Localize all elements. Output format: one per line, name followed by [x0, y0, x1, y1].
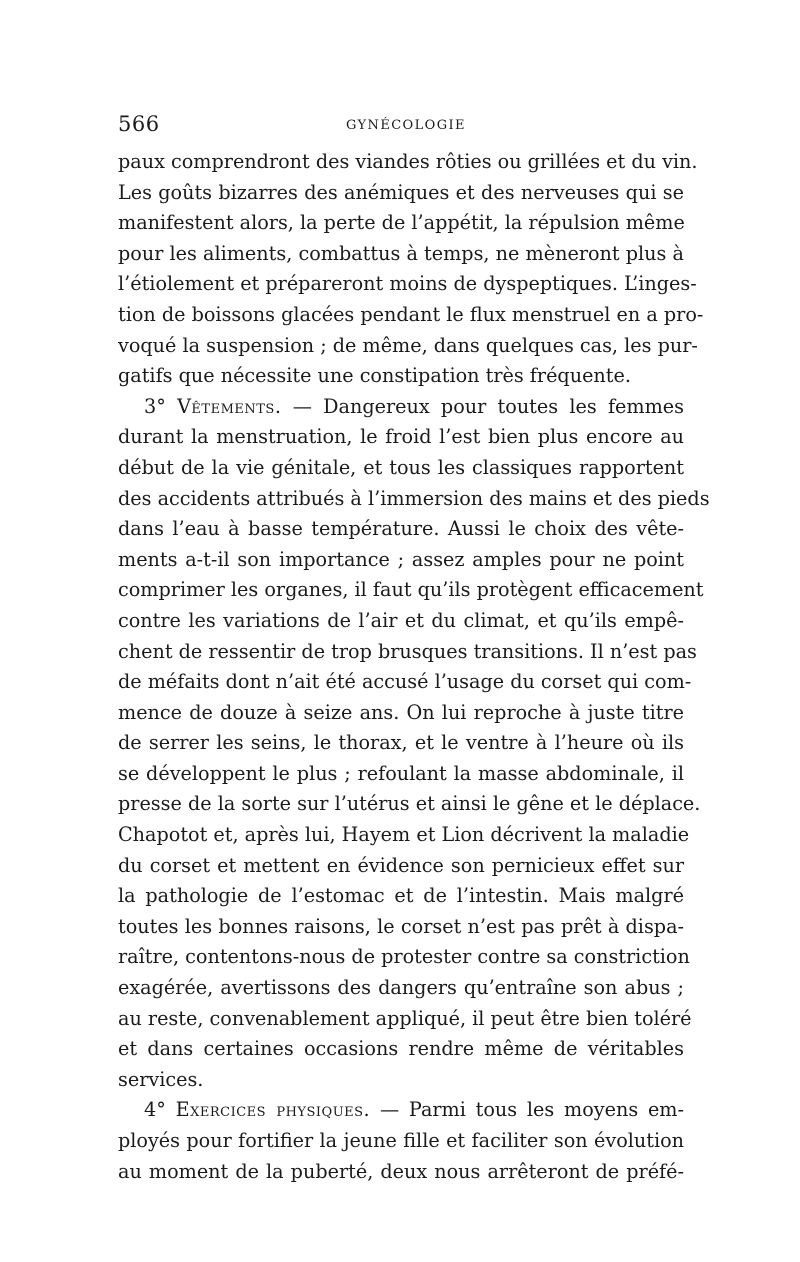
text-line: services.	[118, 1067, 204, 1091]
text-line: de serrer les seins, le thorax, et le ventre à l’heure où ils	[118, 731, 684, 755]
text-line: dans l’eau à basse température. Aussi le choix des vête-	[118, 517, 684, 541]
text-line: toutes les bonnes raisons, le corset n’est pas prêt à dispa-	[118, 914, 684, 938]
section-text: — Parmi tous les moyens em-	[379, 1098, 684, 1122]
text-line: pour les aliments, combattus à temps, ne mèneront plus à	[118, 241, 684, 265]
text-line: au reste, convenablement appliqué, il peut être bien toléré	[118, 1006, 692, 1030]
running-head: GYNÉCOLOGIE	[346, 118, 466, 133]
section-number: 4°	[144, 1098, 166, 1122]
text-line: tion de boissons glacées pendant le flux menstruel en a pro-	[118, 302, 704, 326]
body-text	[118, 147, 710, 1187]
text-line: manifestent alors, la perte de l’appétit, la répulsion même	[118, 211, 685, 235]
text-line: mence de douze à seize ans. On lui reproche à juste titre	[118, 700, 684, 724]
text-line: voqué la suspension ; de même, dans quelques cas, les pur-	[118, 333, 698, 357]
text-line: gatifs que nécessite une constipation très fréquente.	[118, 364, 631, 388]
section-title: Exercices physiques.	[175, 1098, 371, 1122]
text-line: la pathologie de l’estomac et de l’intestin. Mais malgré	[118, 884, 684, 908]
text-line: chent de ressentir de trop brusques transitions. Il n’est pas	[118, 639, 697, 663]
page-header	[118, 112, 688, 142]
text-line: ments a-t-il son importance ; assez amples pour ne point	[118, 547, 684, 571]
text-line: de méfaits dont n’ait été accusé l’usage du corset qui com-	[118, 670, 692, 694]
section-title: Vêtements.	[177, 394, 282, 418]
text-line: des accidents attribués à l’immersion des mains et des pieds	[118, 486, 710, 510]
text-line: comprimer les organes, il faut qu’ils protègent efficacement	[118, 578, 704, 602]
section-heading-line	[118, 1095, 684, 1126]
text-line: presse de la sorte sur l’utérus et ainsi le gêne et le déplace.	[118, 792, 701, 816]
text-line: exagérée, avertissons des dangers qu’entraîne son abus ;	[118, 976, 684, 1000]
text-line: l’étiolement et prépareront moins de dyspeptiques. L’inges-	[118, 272, 697, 296]
section-number: 3°	[144, 394, 166, 418]
text-line: raître, contentons-nous de protester contre sa constriction	[118, 945, 690, 969]
text-line: Les goûts bizarres des anémiques et des nerveuses qui se	[118, 180, 684, 204]
section-text: — Dangereux pour toutes les femmes	[292, 394, 684, 418]
text-line: au moment de la puberté, deux nous arrêteront de préfé-	[118, 1159, 684, 1183]
text-line: du corset et mettent en évidence son pernicieux effet sur	[118, 853, 684, 877]
text-line: et dans certaines occasions rendre même de véritables	[118, 1037, 684, 1061]
text-line: paux comprendront des viandes rôties ou grillées et du vin.	[118, 150, 698, 173]
text-line: ployés pour fortifier la jeune fille et faciliter son évolution	[118, 1129, 684, 1152]
text-line: contre les variations de l’air et du climat, et qu’ils empê-	[118, 608, 684, 632]
text-line: début de la vie génitale, et tous les classiques rapportent	[118, 455, 684, 479]
page-number: 566	[118, 112, 160, 136]
text-line: Chapotot et, après lui, Hayem et Lion décrivent la maladie	[118, 823, 690, 847]
section-heading-line	[118, 392, 684, 423]
text-line: durant la menstruation, le froid l’est bien plus encore au	[118, 425, 684, 449]
text-line: se développent le plus ; refoulant la masse abdominale, il	[118, 761, 684, 785]
